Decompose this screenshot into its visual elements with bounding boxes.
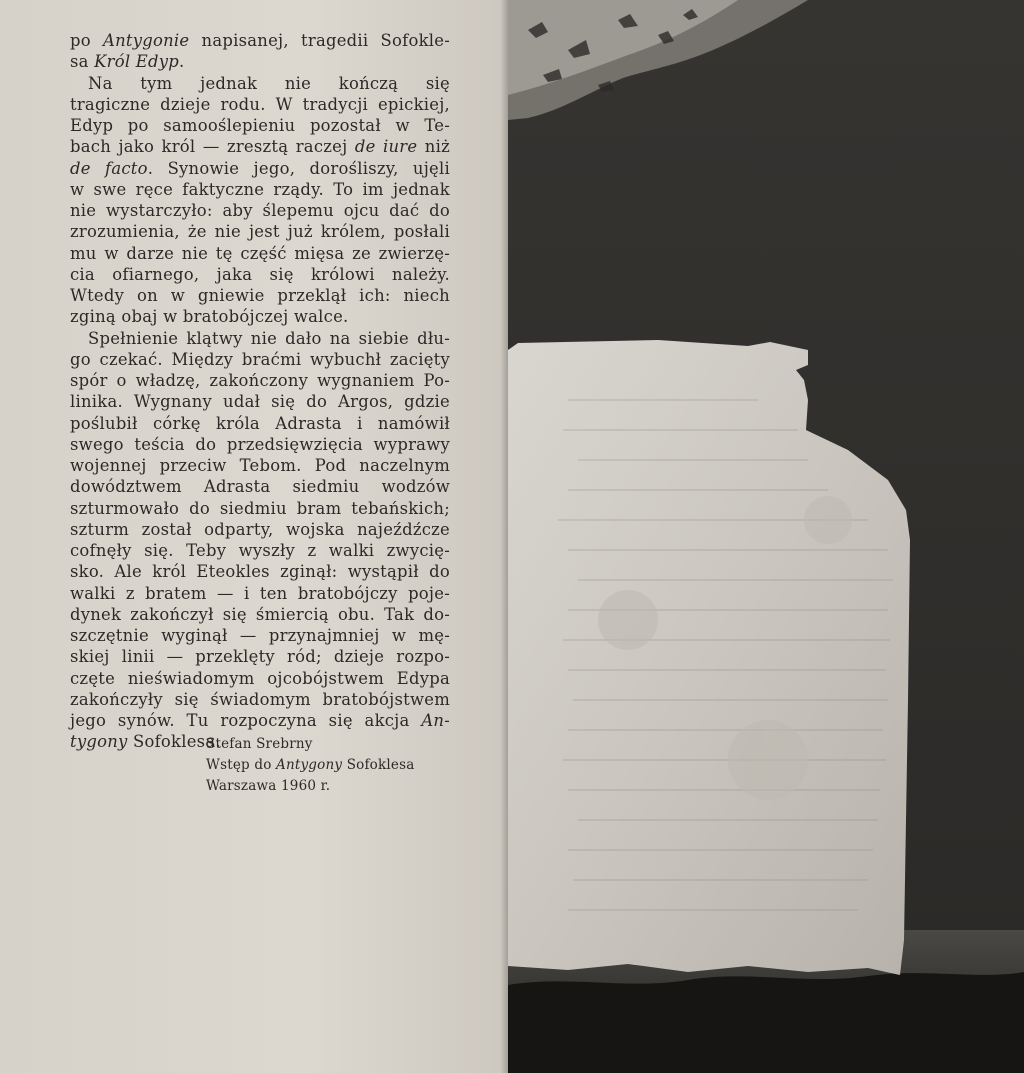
text-line	[70, 349, 450, 370]
text-run: spór o władzę, zakończony wygnaniem Po-	[70, 371, 450, 390]
italic-text: de iure	[354, 137, 418, 157]
italic-text: An-	[421, 711, 450, 730]
signature-block	[206, 734, 466, 797]
text-run: .	[179, 52, 185, 72]
italic-text: Antygonie	[103, 31, 190, 50]
text-line	[70, 370, 450, 391]
text-run: Na tym jednak nie kończą się	[88, 73, 450, 93]
body-text	[70, 30, 450, 753]
text-run: dowództwem Adrasta siedmiu wodzów	[70, 477, 450, 497]
text-line	[70, 583, 450, 604]
text-run: dynek zakończył się śmiercią obu. Tak do-	[70, 604, 450, 624]
text-line	[70, 73, 450, 94]
text-run: nie wystarczyło: aby ślepemu ojcu dać do	[70, 201, 450, 220]
text-line	[70, 625, 450, 646]
text-line	[70, 200, 450, 221]
signature-author: Stefan Srebrny	[206, 736, 313, 752]
text-line	[70, 710, 450, 731]
text-line	[70, 328, 450, 349]
text-run: . Synowie jego, dorośliszy, ujęli	[147, 158, 450, 178]
italic-text: Król Edyp	[94, 52, 180, 72]
text-line	[70, 476, 450, 497]
text-line	[70, 30, 450, 51]
text-run: w swe ręce faktyczne rządy. To im jednak	[70, 179, 450, 199]
text-run: sko. Ale król Eteokles zginął: wystąpił do	[70, 562, 450, 582]
text-line	[70, 455, 450, 476]
paragraph	[70, 328, 450, 753]
text-run: mu w darze nie tę część mięsa ze zwierzę-	[70, 243, 450, 263]
text-run: linika. Wygnany udał się do Argos, gdzie	[70, 392, 450, 412]
text-run: szturm został odparty, wojska najeźdźcze	[70, 519, 450, 539]
text-line	[70, 158, 450, 179]
text-line	[70, 434, 450, 455]
text-line	[70, 604, 450, 625]
text-line	[70, 498, 450, 519]
text-line	[70, 391, 450, 412]
text-run: poślubił córkę króla Adrasta i namówił	[70, 413, 450, 433]
text-line	[70, 136, 450, 157]
right-page-photo	[508, 0, 1024, 1073]
left-page	[0, 0, 508, 1073]
text-line	[70, 519, 450, 540]
signature-source: Wstęp do Antygony Sofoklesa	[206, 757, 415, 773]
text-run: sa	[70, 52, 95, 72]
text-run: go czekać. Między braćmi wybuchł zacięty	[70, 349, 450, 369]
text-run: częte nieświadomym ojcobójstwem Edypa	[70, 668, 450, 688]
text-line	[70, 115, 450, 136]
paragraph	[70, 73, 450, 328]
text-line	[70, 94, 450, 115]
text-line	[70, 668, 450, 689]
text-run: bach jako król — zresztą raczej	[70, 137, 355, 157]
text-run: napisanej, tragedii Sofokle-	[189, 31, 450, 50]
italic-text: tygony	[70, 732, 128, 752]
text-run: szczętnie wyginął — przynajmniej w mę-	[70, 626, 450, 645]
text-run: Sofoklesa.	[127, 732, 221, 752]
text-run: zginą obaj w bratobójczej walce.	[70, 307, 349, 327]
text-run: wojennej przeciw Tebom. Pod naczelnym	[70, 456, 450, 475]
text-run: zrozumienia, że nie jest już królem, posłali	[70, 222, 450, 242]
text-run: swego teścia do przedsięwzięcia wyprawy	[70, 434, 450, 454]
text-run: walki z bratem — i ten bratobójczy poje-	[70, 583, 450, 603]
text-line	[70, 285, 450, 306]
signature-place-date: Warszawa 1960 r.	[206, 778, 331, 794]
italic-text: de facto	[70, 158, 148, 178]
text-run: tragiczne dzieje rodu. W tradycji epickiej,	[70, 94, 450, 114]
text-run: jego synów. Tu rozpoczyna się akcja	[70, 711, 422, 730]
text-line	[70, 243, 450, 264]
text-line	[70, 561, 450, 582]
text-line	[70, 306, 450, 327]
text-line	[70, 646, 450, 667]
paragraph	[70, 30, 450, 73]
text-run: niż	[417, 137, 450, 157]
text-line	[70, 221, 450, 242]
text-run: szturmowało do siedmiu bram tebańskich;	[70, 498, 450, 518]
text-line	[70, 540, 450, 561]
text-line	[70, 413, 450, 434]
text-line	[70, 51, 450, 72]
text-run: zakończyły się świadomym bratobójstwem	[70, 689, 450, 709]
text-run: po	[70, 31, 104, 50]
text-line	[70, 689, 450, 710]
text-run: skiej linii — przeklęty ród; dzieje rozpo-	[70, 647, 450, 667]
text-run: cia ofiarnego, jaka się królowi należy.	[70, 264, 450, 284]
stone-tablet-photo	[508, 0, 1024, 1073]
text-run: cofnęły się. Teby wyszły z walki zwycię-	[70, 541, 450, 560]
text-line	[70, 264, 450, 285]
text-line	[70, 179, 450, 200]
text-run: Spełnienie klątwy nie dało na siebie dłu-	[88, 328, 450, 348]
text-run: Edyp po samooślepieniu pozostał w Te-	[70, 116, 450, 135]
text-run: Wtedy on w gniewie przeklął ich: niech	[70, 286, 450, 305]
